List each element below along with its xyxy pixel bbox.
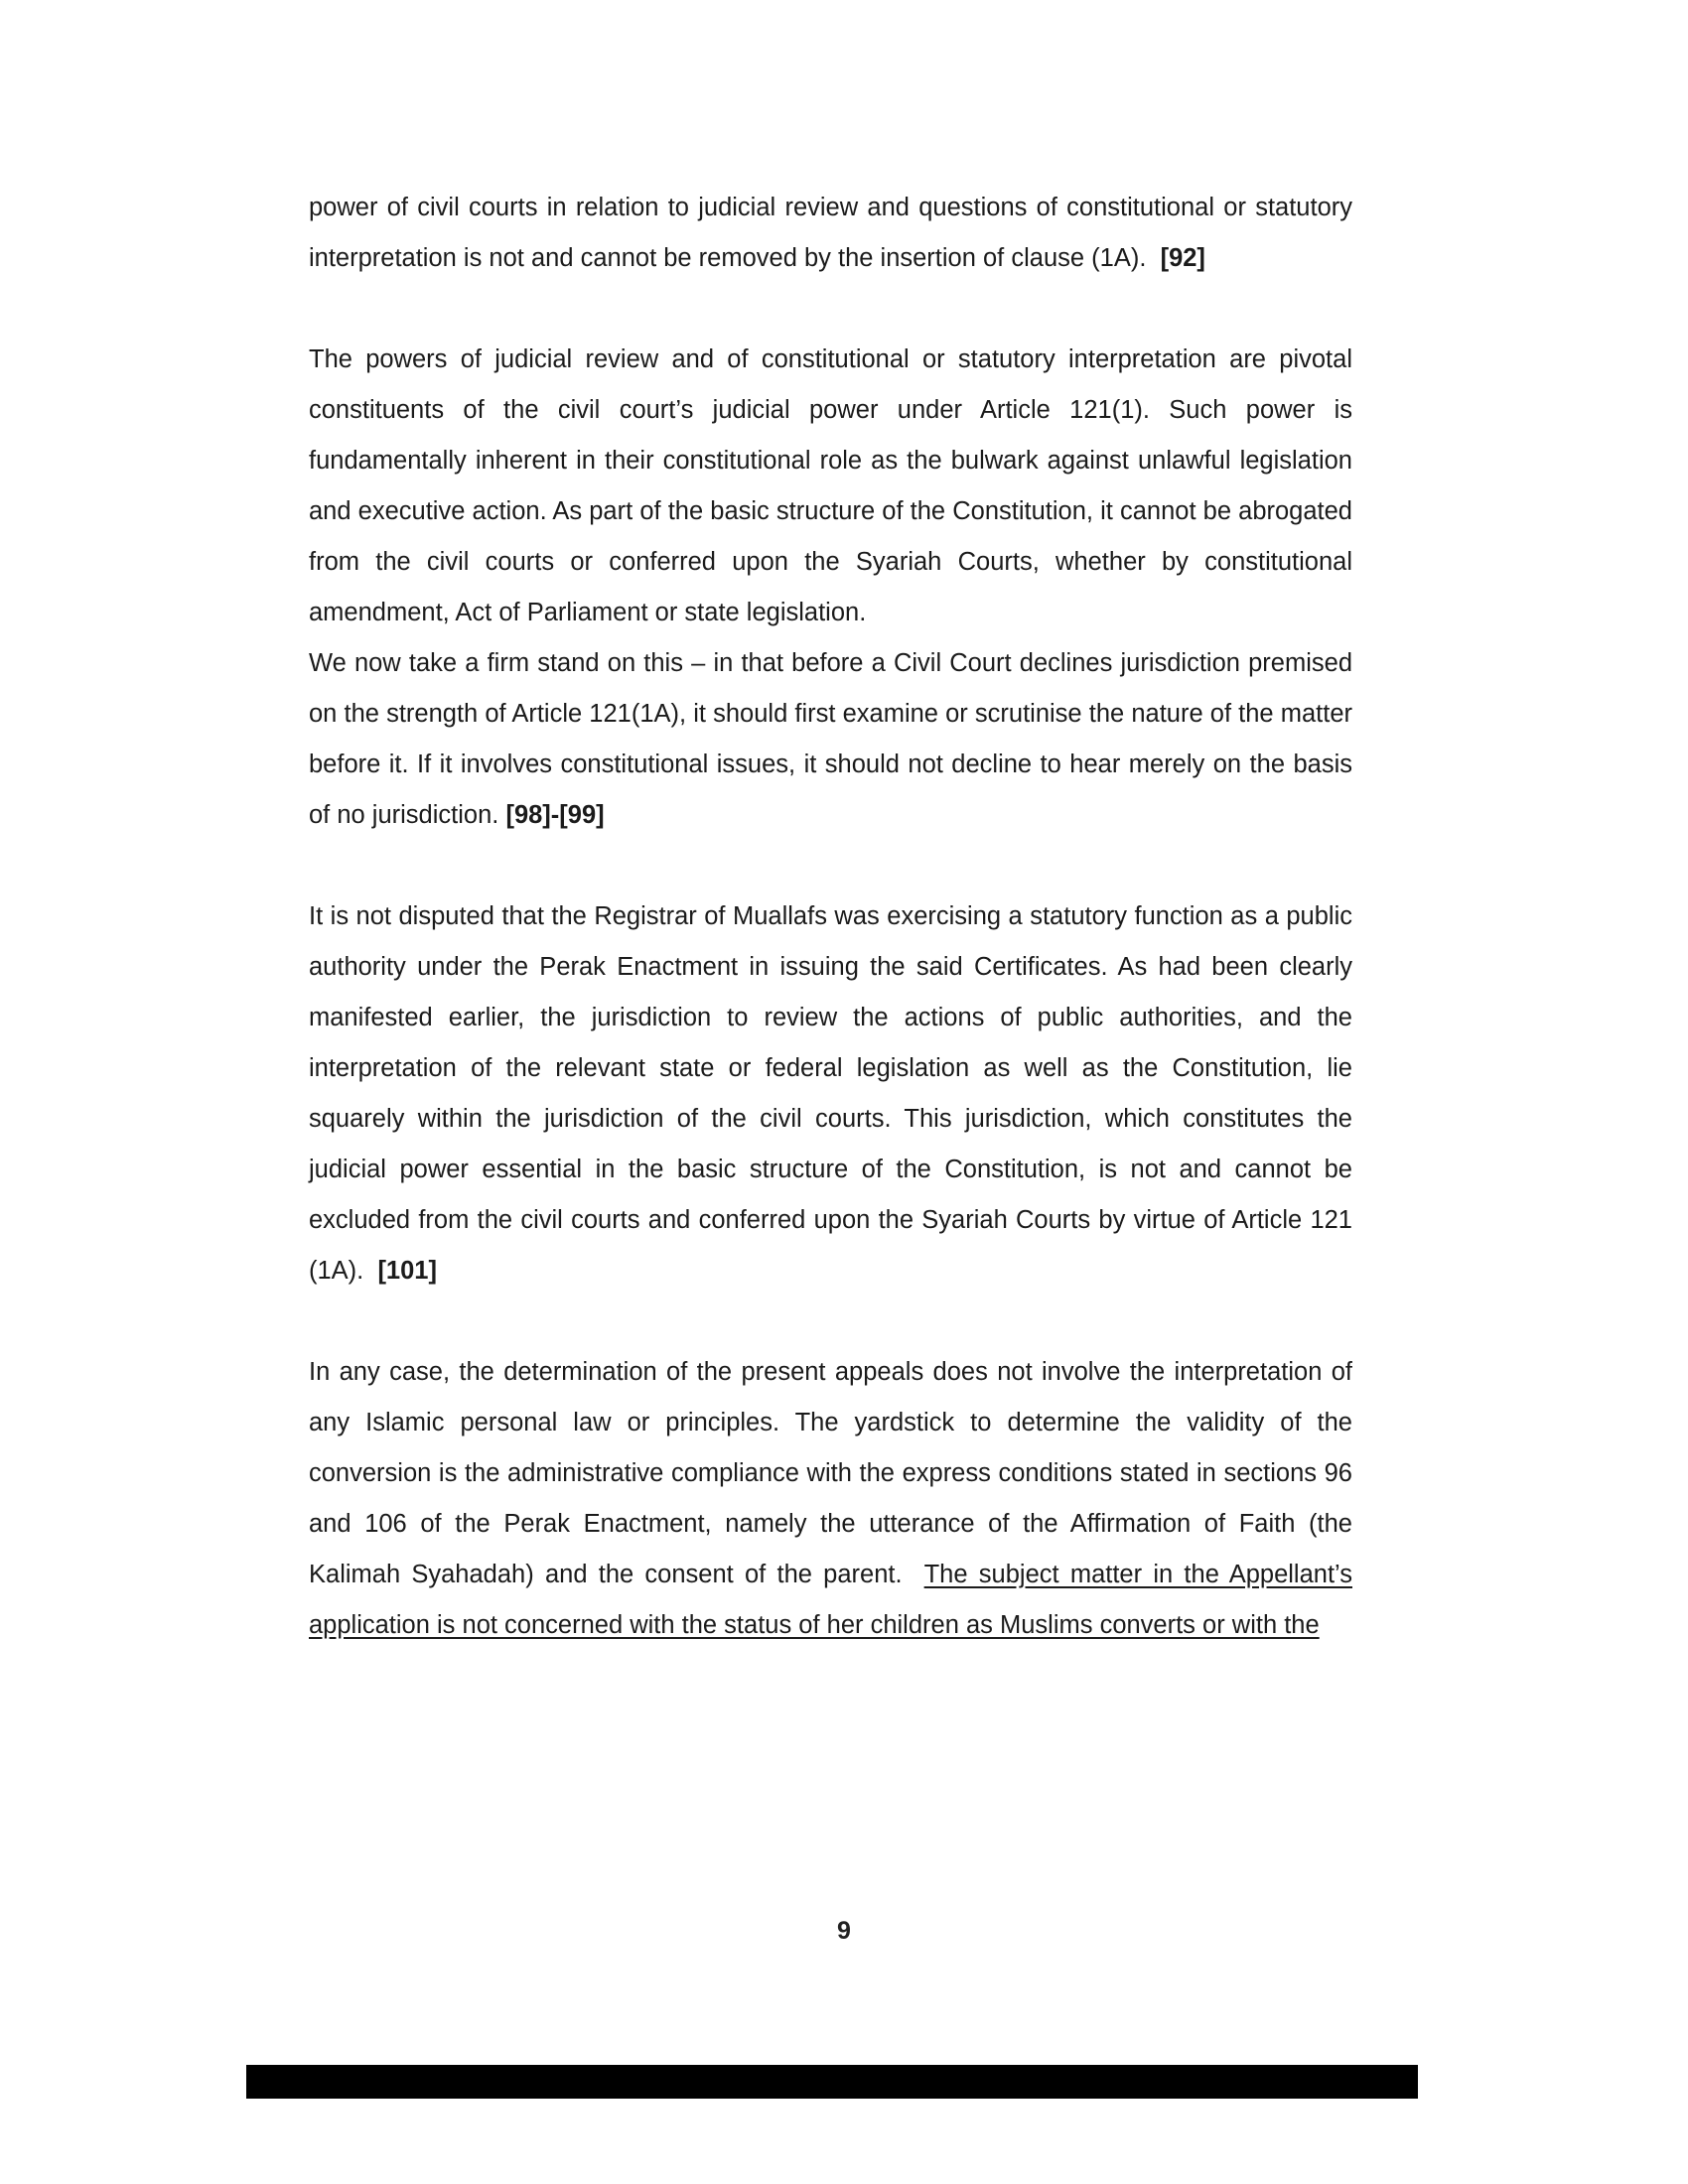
paragraph-1-text: power of civil courts in relation to judicial review and questions of constitutional or statutory interpretation is not and cannot be removed by the insertion of clause (1A). — [309, 194, 1352, 272]
citation-101: [101] — [377, 1257, 437, 1285]
paragraph-1 — [309, 183, 1352, 284]
underlined-text: The subject matter in the Appellant’s application is not concerned with the status of her children as Muslims converts or with the — [309, 1561, 1352, 1639]
paragraph-gap — [309, 1297, 1352, 1347]
paragraph-2 — [309, 335, 1352, 638]
footer-bar — [246, 2065, 1418, 2099]
paragraph-2-text: The powers of judicial review and of constitutional or statutory interpretation are pivotal constituents of the civil court’s judicial power under Article 121(1). Such power is fundamentally inherent in their constitutional role as the bulwark against unlawful legislation and executive action. As part of the basic structure of the Constitution, it cannot be abrogated from the civil courts or conferred upon the Syariah Courts, whether by constitutional amendment, Act of Parliament or state legislation. — [309, 345, 1352, 626]
paragraph-gap — [309, 841, 1352, 891]
paragraph-gap — [309, 284, 1352, 335]
paragraph-4-text: It is not disputed that the Registrar of Muallafs was exercising a statutory function as a public authority under the Perak Enactment in issuing the said Certificates. As had been clearly manifested earlier, the jurisdiction to review the actions of public authorities, and the interpretation of the relevant state or federal legislation as well as the Constitution, lie squarely within the jurisdiction of the civil courts. This jurisdiction, which constitutes the judicial power essential in the basic structure of the Constitution, is not and cannot be excluded from the civil courts and conferred upon the Syariah Courts by virtue of Article 121 (1A). — [309, 902, 1352, 1285]
paragraph-5 — [309, 1347, 1352, 1651]
page-number: 9 — [837, 1917, 851, 1945]
paragraph-3-text: We now take a firm stand on this – in that before a Civil Court declines jurisdiction premised on the strength of Article 121(1A), it should first examine or scrutinise the nature of the matter before it. If it involves constitutional issues, it should not decline to hear merely on the basis of no jurisdiction. — [309, 649, 1352, 829]
body-text — [309, 183, 1352, 1651]
citation-98-99: [98]-[99] — [505, 801, 605, 829]
citation-92: [92] — [1160, 244, 1205, 272]
paragraph-3 — [309, 638, 1352, 841]
paragraph-4 — [309, 891, 1352, 1297]
paragraph-5-text: In any case, the determination of the present appeals does not involve the interpretation of any Islamic personal law or principles. The yardstick to determine the validity of the conversion is the administrative compliance with the express conditions stated in sections 96 and 106 of the Perak Enactment, namely the utterance of the Affirmation of Faith (the Kalimah Syahadah) and the consent of the parent. — [309, 1358, 1352, 1588]
